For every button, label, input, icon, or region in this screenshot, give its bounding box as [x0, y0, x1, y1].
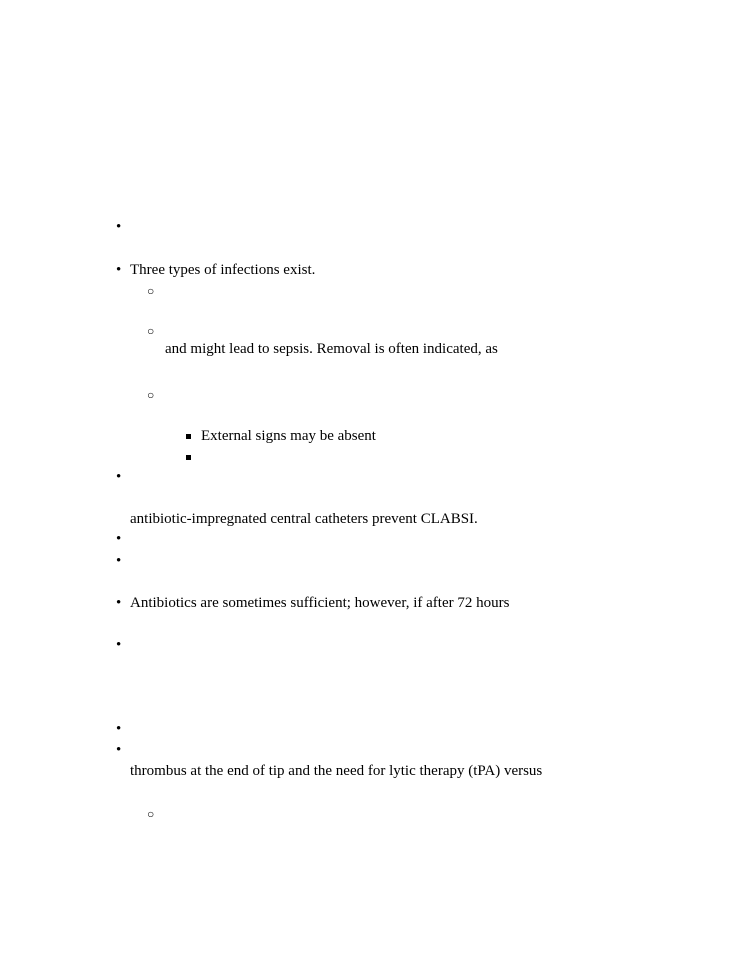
list-item-thrombus: thrombus at the end of tip and the need for lytic therapy (tPA) versus [130, 763, 543, 779]
sub-item-sepsis-text: and might lead to sepsis. Removal is often indicated, as [165, 341, 498, 357]
sub-bullet-3: ○ [147, 388, 155, 402]
bullet-3: • [116, 469, 122, 485]
sub-bullet-4: ○ [147, 807, 155, 821]
bullet-1: • [116, 219, 122, 235]
subsub-bullet-2 [186, 455, 191, 460]
list-item-antibiotics: Antibiotics are sometimes sufficient; however, if after 72 hours [130, 595, 510, 611]
bullet-2: • [116, 262, 122, 278]
bullet-6: • [116, 595, 122, 611]
bullet-4: • [116, 531, 122, 547]
subsub-item-external-signs: External signs may be absent [201, 428, 376, 444]
list-item-antibiotic-catheters: antibiotic-impregnated central catheters prevent CLABSI. [130, 511, 478, 527]
bullet-7: • [116, 637, 122, 653]
subsub-bullet-1 [186, 434, 191, 439]
sub-bullet-1: ○ [147, 284, 155, 298]
bullet-5: • [116, 553, 122, 569]
bullet-9: • [116, 742, 122, 758]
bullet-8: • [116, 721, 122, 737]
list-item-infections: Three types of infections exist. [130, 262, 316, 278]
sub-bullet-2: ○ [147, 324, 155, 338]
